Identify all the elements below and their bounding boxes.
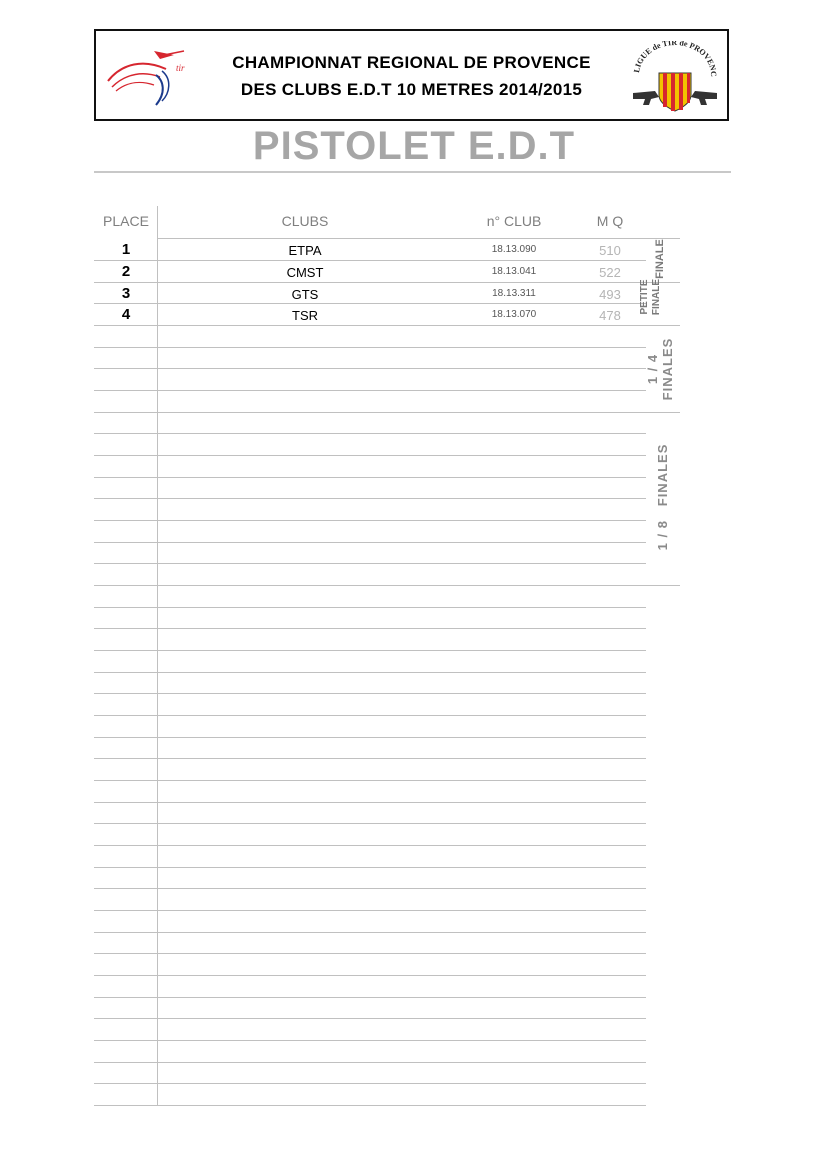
phase-label-finale: FINALE: [654, 239, 666, 279]
row-place: 2: [121, 263, 131, 280]
row-rule: [94, 455, 646, 456]
row-rule: [94, 650, 646, 651]
row-rule: [94, 888, 646, 889]
row-club: GTS: [291, 287, 319, 302]
row-rule: [94, 433, 646, 434]
row-rule: [94, 802, 646, 803]
row-mq: 493: [599, 287, 621, 302]
row-place: 4: [121, 306, 131, 323]
row-rule: [94, 715, 646, 716]
row-rule: [94, 563, 646, 564]
row-rule: [94, 412, 680, 413]
row-rule: [94, 693, 646, 694]
row-rule: [94, 607, 646, 608]
row-rule: [94, 282, 680, 283]
phase-label-petite-finale: [639, 277, 665, 317]
phase-label-quarter-line2: FINALES: [659, 337, 675, 401]
row-place: 1: [121, 241, 131, 258]
ligue-logo: [629, 41, 721, 116]
row-rule: [94, 1083, 646, 1084]
section-title: PISTOLET E.D.T: [252, 124, 576, 168]
row-club-number: 18.13.311: [492, 288, 536, 299]
championship-title-line1: CHAMPIONNAT REGIONAL DE PROVENCE: [232, 53, 591, 72]
row-club: TSR: [292, 308, 318, 323]
row-club-number: 18.13.070: [491, 309, 537, 320]
row-rule: [94, 780, 646, 781]
svg-text:tir: tir: [176, 63, 185, 73]
row-rule: [94, 1105, 646, 1106]
row-rule: [94, 1062, 646, 1063]
row-rule: [94, 867, 646, 868]
row-rule: [94, 910, 646, 911]
phase-label-eighth-finals: 1 / 8 FINALES: [655, 443, 670, 551]
row-rule: [94, 542, 646, 543]
row-rule: [94, 1040, 646, 1041]
championship-title-line2: DES CLUBS E.D.T 10 METRES 2014/2015: [240, 80, 583, 99]
row-club: CMST: [286, 265, 324, 280]
column-header-mq: M Q: [596, 213, 624, 229]
row-rule: [94, 823, 646, 824]
row-rule: [94, 325, 680, 326]
shooting-federation-logo-icon: [104, 41, 194, 111]
row-rule: [94, 498, 646, 499]
place-column-divider: [157, 206, 158, 1105]
phase-label-petite-line1: PETITE: [639, 279, 650, 315]
column-header-clubs: CLUBS: [281, 213, 329, 229]
column-header-place: PLACE: [103, 213, 149, 229]
row-club: ETPA: [288, 243, 322, 258]
ligue-provence-shield-icon: [629, 41, 721, 116]
phase-label-quarter-finals: [646, 329, 674, 409]
row-rule: [94, 390, 646, 391]
row-mq: 510: [599, 243, 621, 258]
row-rule: [94, 585, 680, 586]
row-rule: [94, 1018, 646, 1019]
fftir-logo: [104, 41, 194, 111]
row-rule: [94, 953, 646, 954]
phase-label-petite-line2: FINALE: [650, 278, 662, 316]
row-rule: [94, 672, 646, 673]
row-rule: [94, 737, 646, 738]
row-rule: [94, 932, 646, 933]
row-club-number: 18.13.041: [491, 266, 537, 277]
row-rule: [94, 477, 646, 478]
header-rule: [157, 238, 680, 239]
row-club-number: 18.13.090: [491, 244, 537, 255]
row-rule: [94, 260, 646, 261]
phase-label-quarter-line1: 1 / 4: [645, 353, 660, 385]
row-rule: [94, 975, 646, 976]
row-rule: [94, 368, 646, 369]
row-rule: [94, 997, 646, 998]
row-rule: [94, 520, 646, 521]
row-mq: 478: [599, 308, 621, 323]
title-divider: [94, 171, 731, 173]
row-place: 3: [121, 285, 131, 302]
row-rule: [94, 347, 646, 348]
row-rule: [94, 758, 646, 759]
svg-text:LIGUE de TIR de PROVENCE: LIGUE de TIR de PROVENC: [632, 41, 719, 77]
row-rule: [94, 845, 646, 846]
header-box: [94, 29, 729, 121]
row-rule: [94, 628, 646, 629]
row-mq: 522: [599, 265, 621, 280]
column-header-club-number: n° CLUB: [486, 213, 542, 229]
row-rule: [94, 303, 646, 304]
